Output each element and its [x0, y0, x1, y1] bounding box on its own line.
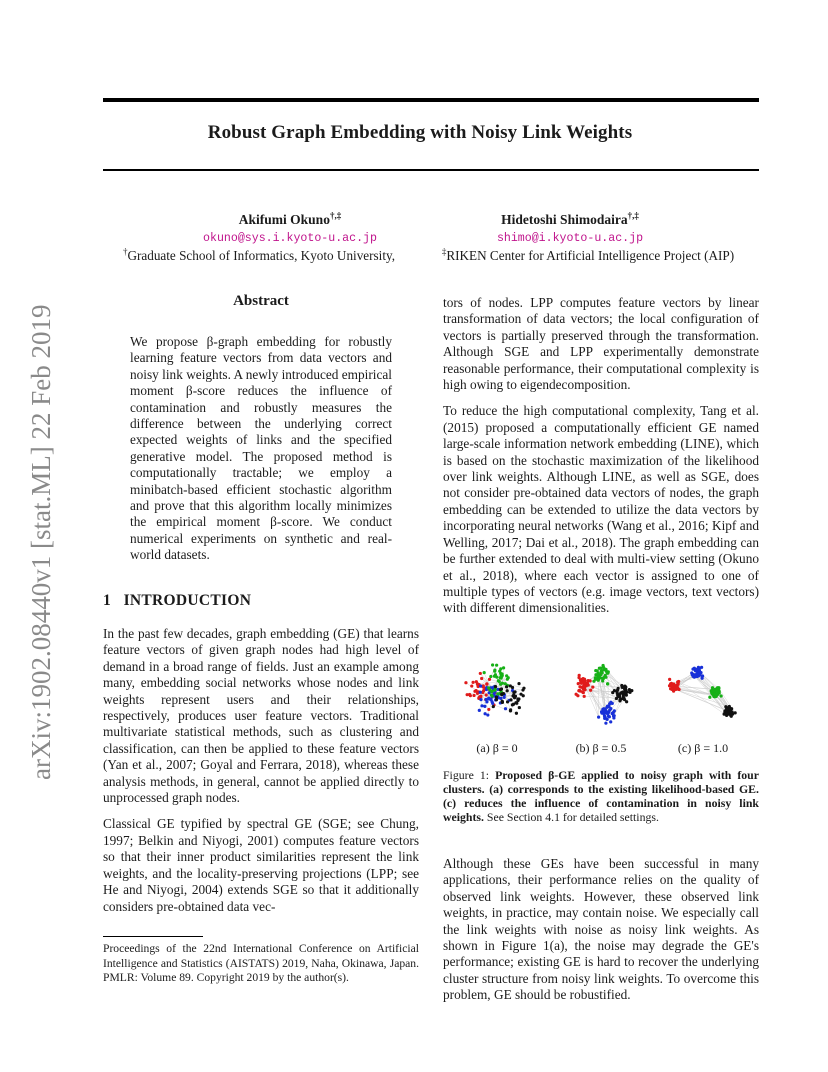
graph-node: [522, 694, 525, 697]
graph-node: [490, 690, 493, 693]
graph-node: [489, 675, 492, 678]
graph-node: [511, 703, 514, 706]
graph-node: [603, 675, 606, 678]
author-name: Hidetoshi Shimodaira: [501, 212, 628, 227]
graph-node: [518, 706, 521, 709]
graph-node: [470, 684, 473, 687]
affiliation-1: [103, 248, 415, 264]
graph-node: [500, 675, 503, 678]
graph-node: [483, 671, 486, 674]
title-rule-bottom: [103, 169, 759, 171]
graph-node: [597, 679, 600, 682]
right-paragraph-2: To reduce the high computational complexity, Tang et al. (2015) proposed a computationally efficient GE named large-scale information network embedding (LINE), which is based on the stochastic maximization of the likelihood over link weights. Although LINE, as well as SGE, does not consider pre-obtained data vectors of nodes, the graph embedding can be extended to utilize the data vectors by incorporating neural networks (Wang et al., 2016; Kipf and Welling, 2017; Dai et al., 2018). The graph embedding can be further extended to deal with multi-view setting (Okuno et al., 2018), where each vector is assigned to one of multiple types of vectors (e.g. image vectors, text vectors) with different dimensionalities.: [443, 403, 759, 616]
graph-node: [611, 691, 614, 694]
graph-node: [472, 694, 475, 697]
graph-node: [602, 668, 605, 671]
graph-node: [628, 691, 631, 694]
affiliation-2: [418, 248, 758, 264]
panel-a-label: (a) β = 0: [476, 741, 518, 755]
graph-node: [499, 688, 502, 691]
scatter-panel-a: [453, 651, 543, 737]
graph-node: [592, 680, 595, 683]
author-marks: †,‡: [627, 210, 639, 221]
graph-node: [499, 697, 502, 700]
graph-node: [578, 685, 581, 688]
scatter-panel-b: [557, 651, 647, 737]
graph-node: [612, 714, 615, 717]
graph-node: [621, 697, 624, 700]
figure-1: [443, 645, 759, 875]
graph-node: [509, 709, 512, 712]
section-heading: 1 INTRODUCTION: [103, 592, 252, 609]
graph-node: [589, 689, 592, 692]
abstract-heading: Abstract: [233, 293, 289, 309]
graph-node: [698, 670, 701, 673]
graph-node: [498, 680, 501, 683]
graph-node: [505, 685, 508, 688]
author-name: Akifumi Okuno: [238, 212, 330, 227]
graph-node: [479, 695, 482, 698]
panel-c-label: (c) β = 1.0: [677, 741, 729, 755]
author-2-email[interactable]: shimo@i.kyoto-u.ac.jp: [496, 232, 644, 245]
graph-node: [484, 698, 487, 701]
graph-node: [517, 697, 520, 700]
graph-node: [720, 694, 723, 697]
graph-node: [601, 664, 604, 667]
graph-node: [729, 707, 732, 710]
graph-node: [487, 708, 490, 711]
graph-node: [700, 666, 703, 669]
graph-node: [582, 677, 585, 680]
author-1-email[interactable]: okuno@sys.i.kyoto-u.ac.jp: [203, 232, 377, 245]
graph-node: [594, 669, 597, 672]
graph-node: [730, 715, 733, 718]
graph-node: [606, 705, 609, 708]
graph-node: [711, 686, 714, 689]
graph-node: [488, 678, 491, 681]
graph-node: [494, 685, 497, 688]
graph-node: [693, 674, 696, 677]
graph-node: [677, 681, 680, 684]
graph-node: [677, 688, 680, 691]
figure-caption: [443, 768, 759, 824]
footnote: Proceedings of the 22nd International Conference on Artificial Intelligence and Statistics (AISTATS) 2019, Naha, Okinawa, Japan. PMLR: Volume 89. Copyright 2019 by the author(s).: [103, 942, 419, 985]
graph-node: [483, 705, 486, 708]
graph-node: [606, 682, 609, 685]
graph-node: [491, 663, 494, 666]
graph-node: [606, 672, 609, 675]
graph-node: [608, 708, 611, 711]
author-marks: †,‡: [329, 210, 342, 221]
graph-node: [486, 713, 489, 716]
graph-node: [698, 673, 701, 676]
graph-node: [469, 694, 472, 697]
graph-node: [674, 686, 677, 689]
graph-node: [487, 686, 490, 689]
caption-prefix: Figure 1:: [443, 768, 490, 782]
intro-paragraph-1: In the past few decades, graph embedding (GE) that learns feature vectors of given graph nodes had high level of demand in a broad range of fields. Just an example among many, embedding social networks whose nodes and link weights represent users and their relationships, respectively, produces user feature vectors. Traditional multivariate statistical methods, such as clustering and classification, can then be applied to these feature vectors (Yan et al., 2007; Goyal and Ferrara, 2018), whereas these analysis methods, in general, cannot be applied directly to unprocessed graph nodes.: [103, 626, 419, 806]
graph-node: [606, 718, 609, 721]
graph-node: [577, 682, 580, 685]
graph-node: [494, 673, 497, 676]
graph-node: [498, 670, 501, 673]
graph-node: [587, 683, 590, 686]
intro-column: [103, 626, 419, 925]
graph-node: [580, 682, 583, 685]
graph-node: [480, 677, 483, 680]
graph-node: [608, 715, 611, 718]
graph-node: [501, 682, 504, 685]
paper-title: Robust Graph Embedding with Noisy Link Weights: [207, 122, 633, 143]
graph-node: [504, 707, 507, 710]
graph-node: [615, 697, 618, 700]
graph-node: [507, 676, 510, 679]
graph-node: [501, 700, 504, 703]
caption-bold: Proposed β-GE applied to noisy graph with four clusters. (a) corresponds to the existing likelihood-based GE. (c) reduces the influence of contamination in noisy link weights.: [443, 768, 759, 824]
author-1: [180, 212, 400, 228]
affiliation-mark: †: [122, 246, 128, 257]
graph-node: [602, 712, 605, 715]
graph-node: [611, 702, 614, 705]
graph-node: [599, 666, 602, 669]
scatter-panel-c: [657, 651, 747, 737]
graph-node: [495, 698, 498, 701]
graph-node: [671, 684, 674, 687]
footnote-rule: [103, 936, 203, 937]
graph-node: [506, 689, 509, 692]
right-paragraph-3: Although these GEs have been successful in many applications, their performance relies on the quality of observed link weights. However, these observed link weights, in practice, may contain noise. We especially call the link weights with noise as noisy link weights. As shown in Figure 1(a), the noise may degrade the GE's performance; existing GE is hard to recover the underlying cluster structure from noisy link weights. To overcome this problem, GE should be robustified.: [443, 856, 759, 1003]
graph-node: [502, 666, 505, 669]
graph-node: [495, 664, 498, 667]
graph-node: [472, 681, 475, 684]
graph-node: [606, 712, 609, 715]
graph-node: [517, 682, 520, 685]
graph-node: [576, 694, 579, 697]
graph-node: [509, 698, 512, 701]
graph-node: [604, 722, 607, 725]
arxiv-stamp: [6, 100, 66, 780]
graph-node: [492, 705, 495, 708]
graph-node: [604, 709, 607, 712]
graph-node: [668, 678, 671, 681]
graph-node: [479, 672, 482, 675]
right-paragraph-1: tors of nodes. LPP computes feature vectors by linear transformation of data vectors; the local configuration of vectors is partially preserved through the transformation. Although SGE and LPP experimentally demonstrate reasonable performance, their computational complexity is high owing to eigendecomposition.: [443, 295, 759, 393]
graph-node: [623, 685, 626, 688]
affiliation-mark: ‡: [441, 246, 447, 257]
graph-node: [466, 693, 469, 696]
panel-b-label: (b) β = 0.5: [575, 741, 627, 755]
graph-node: [690, 671, 693, 674]
arxiv-id: arXiv:1902.08440v1 [stat.ML] 22 Feb 2019: [26, 304, 56, 780]
graph-node: [506, 700, 509, 703]
graph-node: [618, 699, 621, 702]
graph-node: [485, 683, 488, 686]
author-2: [450, 212, 690, 228]
graph-node: [708, 696, 711, 699]
graph-node: [615, 690, 618, 693]
graph-node: [478, 709, 481, 712]
graph-node: [479, 691, 482, 694]
intro-paragraph-2: Classical GE typified by spectral GE (SGE; see Chung, 1997; Belkin and Niyogi, 2001) computes feature vectors so that their inner product similarities represent the link weights, and the locality-preserving projections (LPP; see He and Niyogi, 2004) extends SGE so that it additionally considers pre-obtained data vec-: [103, 816, 419, 914]
graph-node: [591, 686, 594, 689]
graph-node: [597, 715, 600, 718]
right-column-top: [443, 295, 759, 627]
graph-node: [583, 695, 586, 698]
graph-node: [493, 670, 496, 673]
graph-node: [582, 691, 585, 694]
graph-node: [714, 692, 717, 695]
graph-node: [515, 712, 518, 715]
graph-node: [601, 679, 604, 682]
graph-node: [601, 671, 604, 674]
graph-node: [715, 690, 718, 693]
graph-node: [730, 711, 733, 714]
caption-rest: See Section 4.1 for detailed settings.: [486, 810, 659, 824]
graph-node: [491, 695, 494, 698]
graph-node: [613, 709, 616, 712]
graph-node: [479, 684, 482, 687]
abstract-body: We propose β-graph embedding for robustly learning feature vectors from data vectors and noisy link weights. A newly introduced empirical moment β-score reduces the influence of contamination and robustly measures the difference between the underlying correct expected weights of links and the specified generative model. The proposed method is computationally tractable; we employ a minibatch-based efficient stochastic algorithm and prove that this algorithm locally minimizes the empirical moment β-score. We conduct numerical experiments on synthetic and real-world datasets.: [130, 334, 392, 563]
graph-node: [582, 684, 585, 687]
graph-node: [589, 679, 592, 682]
graph-node: [609, 720, 612, 723]
graph-node: [621, 691, 624, 694]
graph-node: [484, 712, 487, 715]
graph-node: [480, 704, 483, 707]
graph-node: [502, 692, 505, 695]
graph-node: [479, 698, 482, 701]
title-rule-top: [103, 98, 759, 102]
graph-node: [620, 684, 623, 687]
graph-node: [485, 693, 488, 696]
graph-node: [697, 666, 700, 669]
graph-node: [464, 681, 467, 684]
graph-node: [511, 686, 514, 689]
graph-node: [691, 668, 694, 671]
graph-node: [489, 698, 492, 701]
graph-node: [598, 675, 601, 678]
affiliation-text: RIKEN Center for Artificial Intelligence Project (AIP): [446, 248, 735, 263]
graph-node: [475, 680, 478, 683]
graph-node: [579, 678, 582, 681]
right-column-bottom: [443, 856, 759, 1014]
graph-node: [473, 690, 476, 693]
graph-node: [512, 691, 515, 694]
graph-node: [577, 689, 580, 692]
affiliation-text: Graduate School of Informatics, Kyoto University,: [127, 248, 396, 263]
graph-node: [711, 692, 714, 695]
graph-node: [522, 687, 525, 690]
